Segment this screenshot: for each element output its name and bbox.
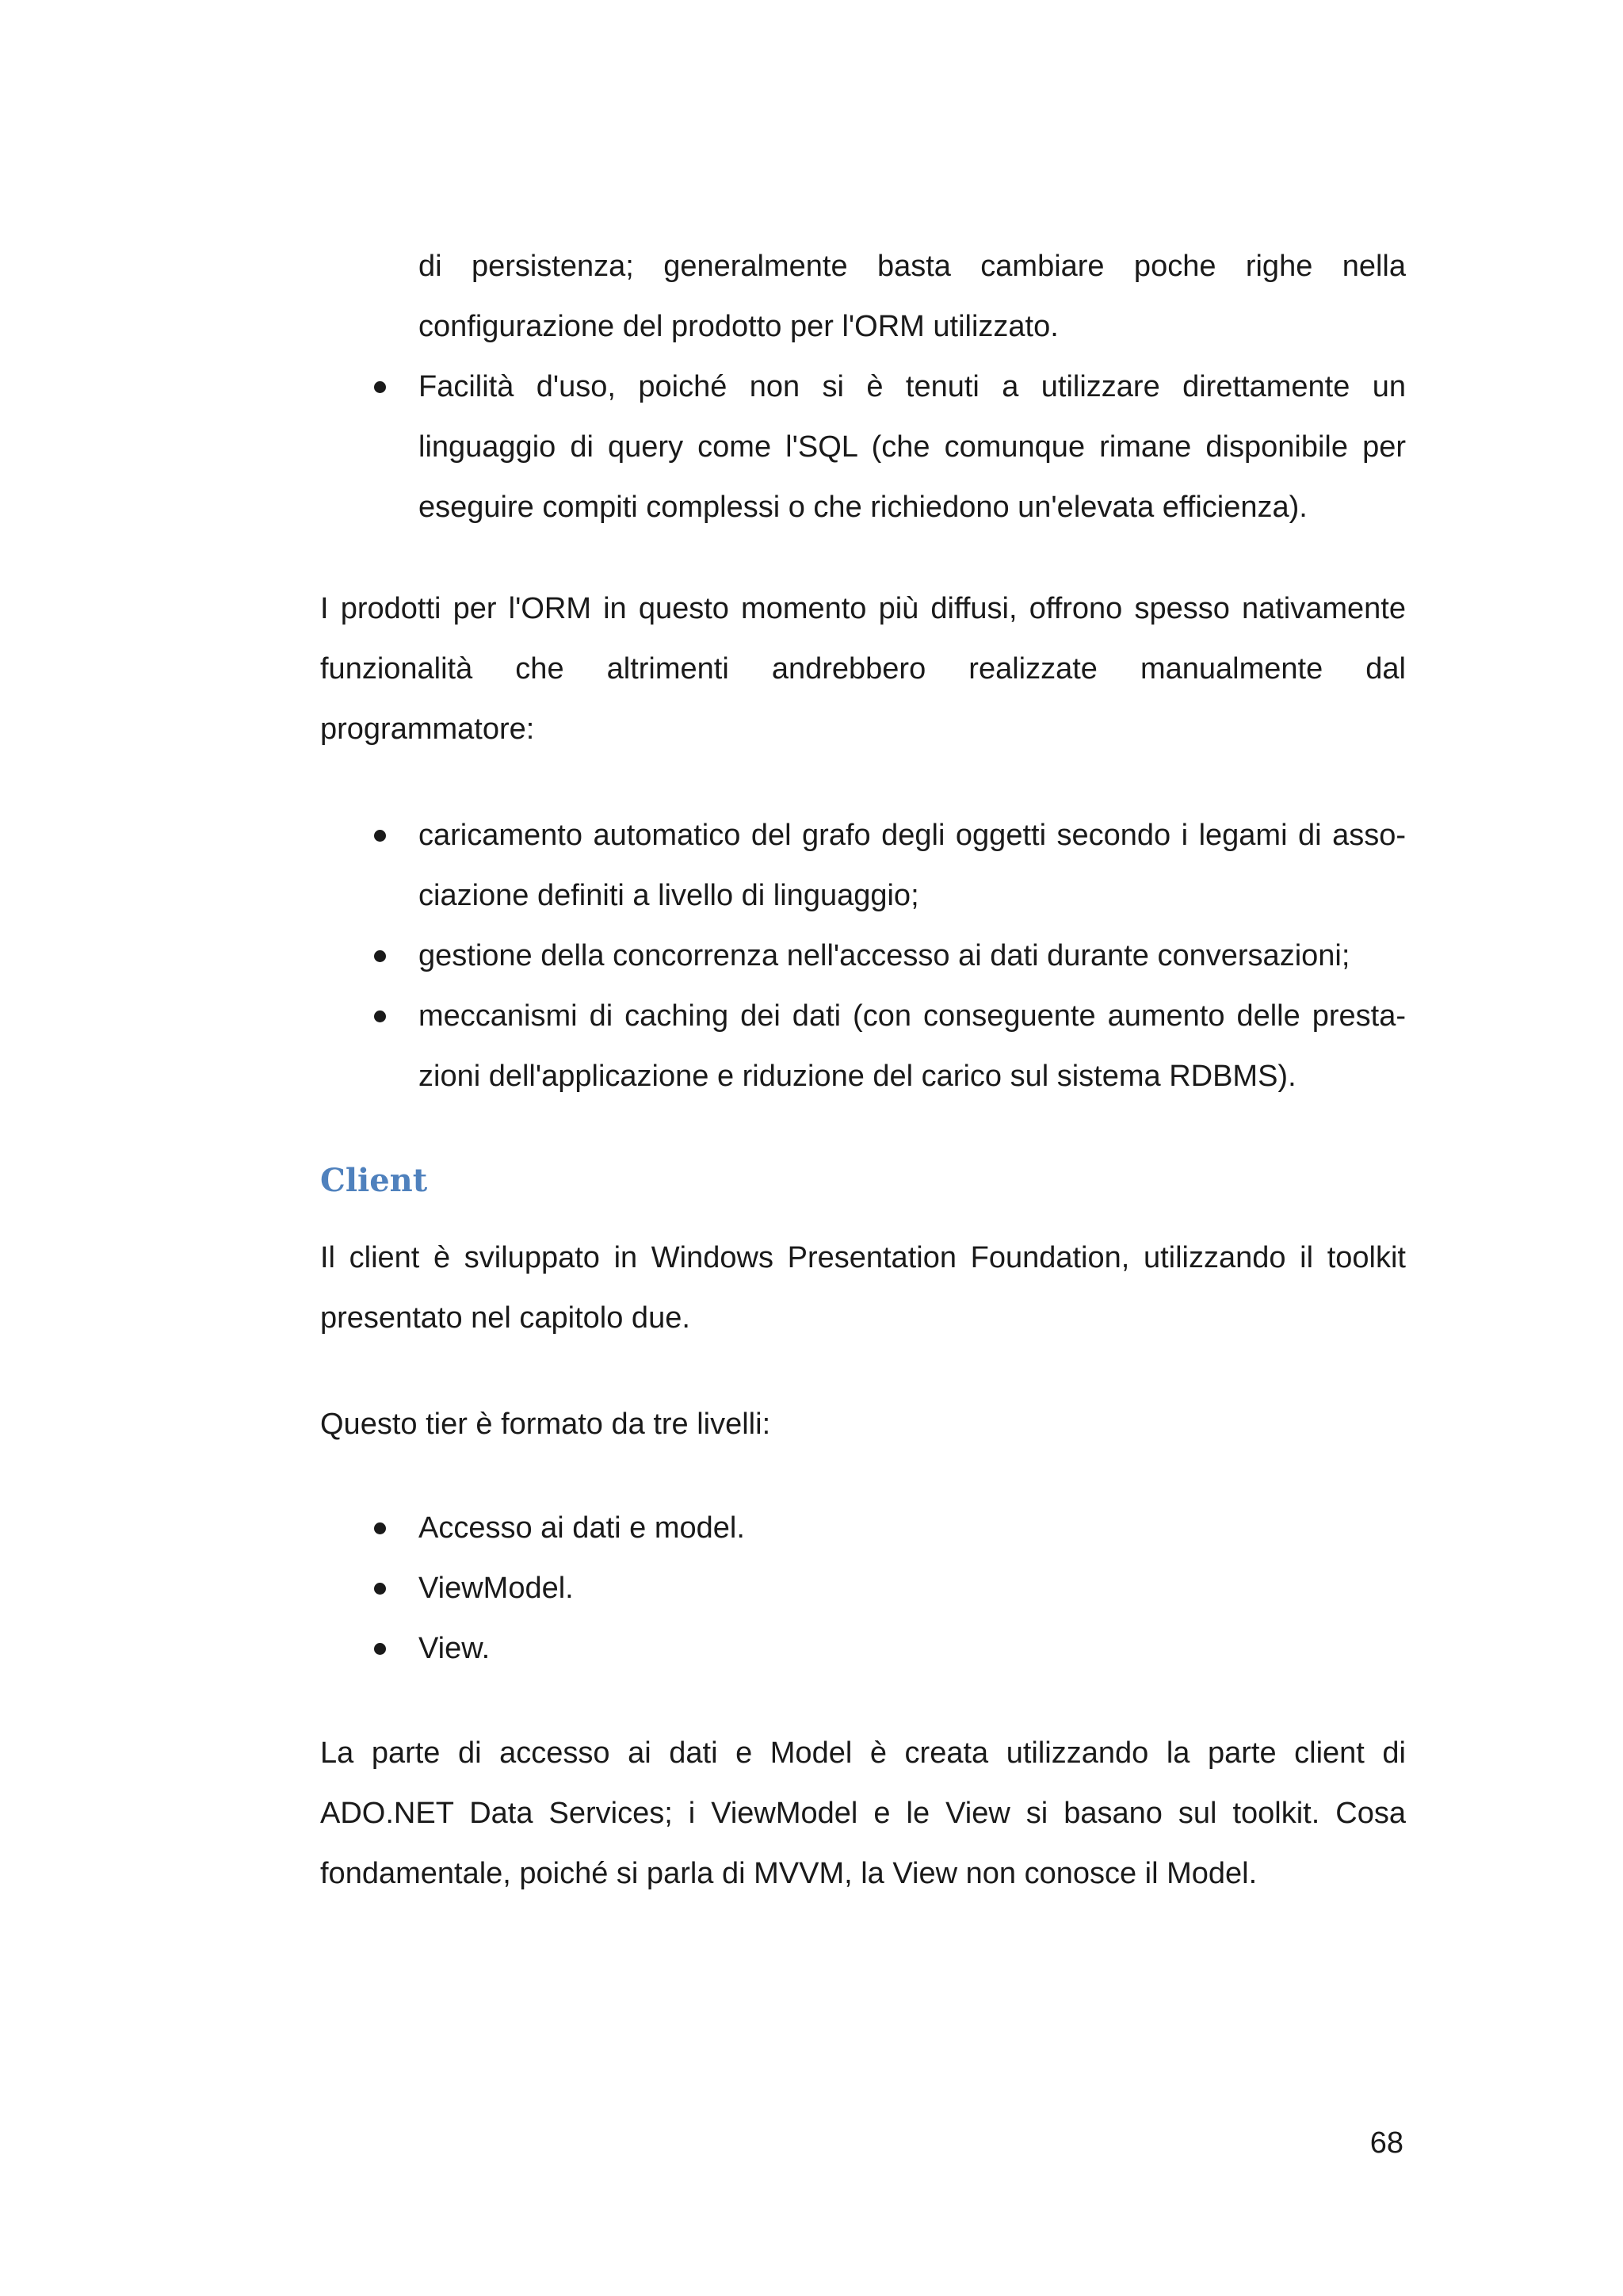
bullet-icon <box>374 1583 386 1595</box>
continuation-paragraph: di persistenza; generalmente basta cambiare poche righe nella configurazione del prodotto per l'ORM utilizzato. <box>418 250 1406 343</box>
bullet-list-ease-of-use <box>369 357 1406 537</box>
bullet-icon <box>374 1643 386 1655</box>
section-heading-client: Client <box>320 1162 428 1199</box>
bullet-list-orm-features <box>369 805 1406 1106</box>
list-item-text: Accesso ai dati e model. <box>418 1511 745 1545</box>
list-item <box>369 357 1406 537</box>
list-item-text: View. <box>418 1632 491 1665</box>
list-item <box>369 1498 1406 1558</box>
bullet-icon <box>374 830 386 842</box>
list-item <box>369 1618 1406 1679</box>
list-item-text: caricamento automatico del grafo degli oggetti secondo i legami di asso-ciazione definiti a livello di linguaggio; <box>418 819 1406 912</box>
paragraph-orm-products: I prodotti per l'ORM in questo momento più diffusi, offrono spesso nativamente funzionalità che altrimenti andrebbero realizzate manualmente dal programmatore: <box>320 592 1406 746</box>
list-item <box>369 926 1406 986</box>
bullet-icon <box>374 1010 386 1022</box>
paragraph-client: Il client è sviluppato in Windows Presentation Foundation, utilizzando il toolkit presentato nel capitolo due. <box>320 1241 1406 1335</box>
bullet-list-tier-levels <box>369 1498 1406 1679</box>
bullet-icon <box>374 1522 386 1534</box>
list-item <box>369 986 1406 1106</box>
paragraph-tier-levels: Questo tier è formato da tre livelli: <box>320 1408 771 1441</box>
bullet-icon <box>374 950 386 962</box>
list-item-text: gestione della concorrenza nell'accesso ai dati durante conversazioni; <box>418 939 1350 972</box>
list-item-text: Facilità d'uso, poiché non si è tenuti a utilizzare direttamente un linguaggio di query come l'SQL (che comunque rimane disponibile per eseguire compiti complessi o che richiedono un'elevata efficienza). <box>418 370 1406 524</box>
list-item <box>369 805 1406 926</box>
bullet-icon <box>374 381 386 393</box>
list-item-text: ViewModel. <box>418 1572 574 1605</box>
list-item <box>369 1558 1406 1618</box>
page-number: 68 <box>1369 2126 1403 2160</box>
paragraph-ado-net: La parte di accesso ai dati e Model è creata utilizzando la parte client di ADO.NET Data Services; i ViewModel e le View si basano sul toolkit. Cosa fondamentale, poiché si parla di MVVM, la View non conosce il Model. <box>320 1736 1406 1890</box>
list-item-text: meccanismi di caching dei dati (con conseguente aumento delle presta-zioni dell'applicazione e riduzione del carico sul sistema RDBMS). <box>418 999 1406 1093</box>
